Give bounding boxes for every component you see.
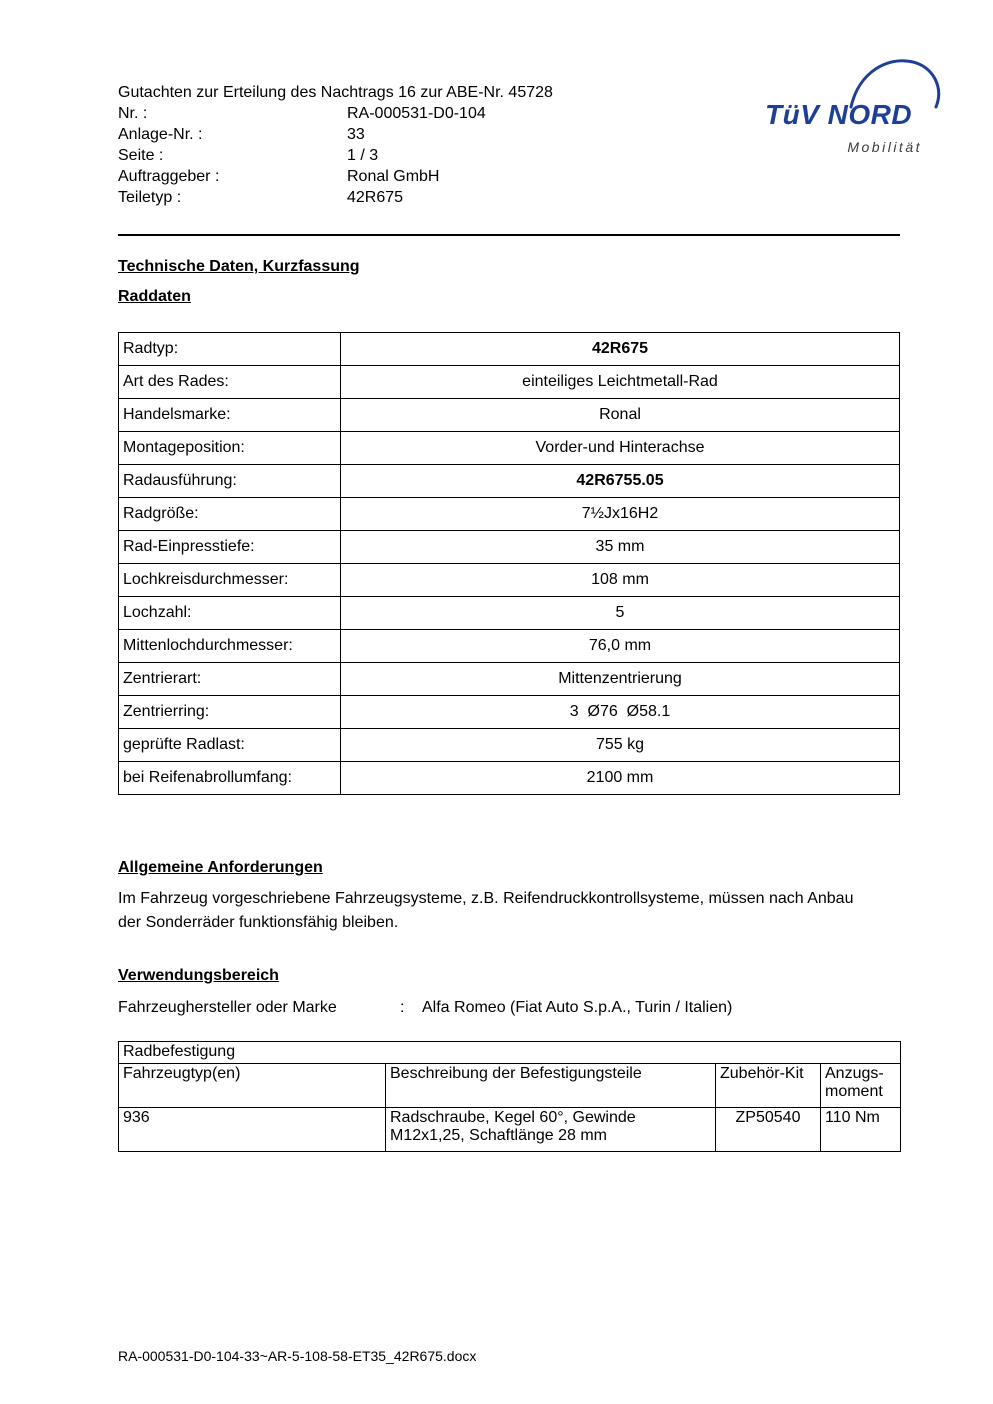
logo-brand-text: TüV NORD <box>765 99 913 130</box>
cell-beschreibung: Radschraube, Kegel 60°, Gewinde M12x1,25, Schaftlänge 28 mm <box>386 1108 716 1152</box>
section-heading-allgemeine-anforderungen: Allgemeine Anforderungen <box>118 859 323 876</box>
row-value: 2100 mm <box>341 762 900 795</box>
row-label: Rad-Einpresstiefe: <box>119 531 341 564</box>
table-caption-row <box>119 1042 901 1064</box>
cell-anzugsmoment: 110 Nm <box>821 1108 901 1152</box>
row-value: 42R6755.05 <box>341 465 900 498</box>
raddaten-table <box>118 332 900 795</box>
vehicle-manufacturer-value: Alfa Romeo (Fiat Auto S.p.A., Turin / Italien) <box>422 999 733 1016</box>
document-footer-filename: RA-000531-D0-104-33~AR-5-108-58-ET35_42R675.docx <box>118 1348 477 1364</box>
header-label: Seite : <box>118 147 164 164</box>
table-row <box>119 663 900 696</box>
row-label: Zentrierart: <box>119 663 341 696</box>
column-header-anzugsmoment: Anzugs-moment <box>821 1064 901 1108</box>
header-row-seite <box>118 145 900 166</box>
radbefestigung-table <box>118 1041 901 1152</box>
header-row-auftraggeber <box>118 166 900 187</box>
allgemein-paragraph: Im Fahrzeug vorgeschriebene Fahrzeugsysteme, z.B. Reifendruckkontrollsysteme, müssen nach Anbau der Sonderräder funktionsfähig bleiben. <box>118 890 854 931</box>
row-label: Handelsmarke: <box>119 399 341 432</box>
row-label: Radtyp: <box>119 333 341 366</box>
table-row <box>119 333 900 366</box>
row-label: Lochzahl: <box>119 597 341 630</box>
table-caption: Radbefestigung <box>119 1042 901 1064</box>
section-heading-raddaten: Raddaten <box>118 288 191 305</box>
row-label: bei Reifenabrollumfang: <box>119 762 341 795</box>
row-label: Radgröße: <box>119 498 341 531</box>
header-value: Ronal GmbH <box>347 168 440 185</box>
table-row <box>119 1108 901 1152</box>
vehicle-manufacturer-label: Fahrzeughersteller oder Marke <box>118 999 337 1016</box>
document-header <box>118 82 900 208</box>
header-row-nr <box>118 103 900 124</box>
row-value: einteiliges Leichtmetall-Rad <box>341 366 900 399</box>
table-row <box>119 729 900 762</box>
header-label: Anlage-Nr. : <box>118 126 203 143</box>
table-row <box>119 531 900 564</box>
row-value: Mittenzentrierung <box>341 663 900 696</box>
row-label: Montageposition: <box>119 432 341 465</box>
table-row <box>119 564 900 597</box>
logo-tagline: Mobilität <box>847 139 922 155</box>
table-row <box>119 498 900 531</box>
header-divider <box>118 234 900 236</box>
row-value: 108 mm <box>341 564 900 597</box>
header-label: Auftraggeber : <box>118 168 220 185</box>
row-value: 42R675 <box>341 333 900 366</box>
header-label: Nr. : <box>118 105 148 122</box>
row-label: Art des Rades: <box>119 366 341 399</box>
header-value: 42R675 <box>347 189 404 206</box>
section-heading-technische-daten: Technische Daten, Kurzfassung <box>118 258 360 275</box>
document-title: Gutachten zur Erteilung des Nachtrags 16 zur ABE-Nr. 45728 <box>118 84 553 101</box>
section-heading-verwendungsbereich: Verwendungsbereich <box>118 967 279 984</box>
table-row <box>119 630 900 663</box>
header-value: 1 / 3 <box>347 147 379 164</box>
table-row <box>119 762 900 795</box>
row-label: geprüfte Radlast: <box>119 729 341 762</box>
column-header-beschreibung: Beschreibung der Befestigungsteile <box>386 1064 716 1108</box>
row-value: 7½Jx16H2 <box>341 498 900 531</box>
header-row-anlage <box>118 124 900 145</box>
table-row <box>119 465 900 498</box>
row-value: Ronal <box>341 399 900 432</box>
cell-fahrzeugtyp: 936 <box>119 1108 386 1152</box>
table-row <box>119 399 900 432</box>
table-header-row <box>119 1064 901 1108</box>
row-value: Vorder-und Hinterachse <box>341 432 900 465</box>
header-row-teiletyp <box>118 187 900 208</box>
header-value: RA-000531-D0-104 <box>347 105 486 122</box>
table-row <box>119 597 900 630</box>
row-label: Radausführung: <box>119 465 341 498</box>
header-label: Teiletyp : <box>118 189 182 206</box>
column-header-fahrzeugtyp: Fahrzeugtyp(en) <box>119 1064 386 1108</box>
column-header-zubehoer-kit: Zubehör-Kit <box>716 1064 821 1108</box>
vehicle-manufacturer-line <box>118 999 900 1017</box>
row-value: 35 mm <box>341 531 900 564</box>
header-value: 33 <box>347 126 365 143</box>
row-label: Mittenlochdurchmesser: <box>119 630 341 663</box>
vehicle-manufacturer-colon: : <box>400 999 405 1016</box>
document-page <box>118 82 900 1152</box>
table-row <box>119 696 900 729</box>
row-label: Lochkreisdurchmesser: <box>119 564 341 597</box>
table-row <box>119 366 900 399</box>
row-label: Zentrierring: <box>119 696 341 729</box>
row-value: 755 kg <box>341 729 900 762</box>
row-value: 5 <box>341 597 900 630</box>
row-value: 3 Ø76 Ø58.1 <box>341 696 900 729</box>
table-row <box>119 432 900 465</box>
row-value: 76,0 mm <box>341 630 900 663</box>
cell-zubehoer-kit: ZP50540 <box>716 1108 821 1152</box>
